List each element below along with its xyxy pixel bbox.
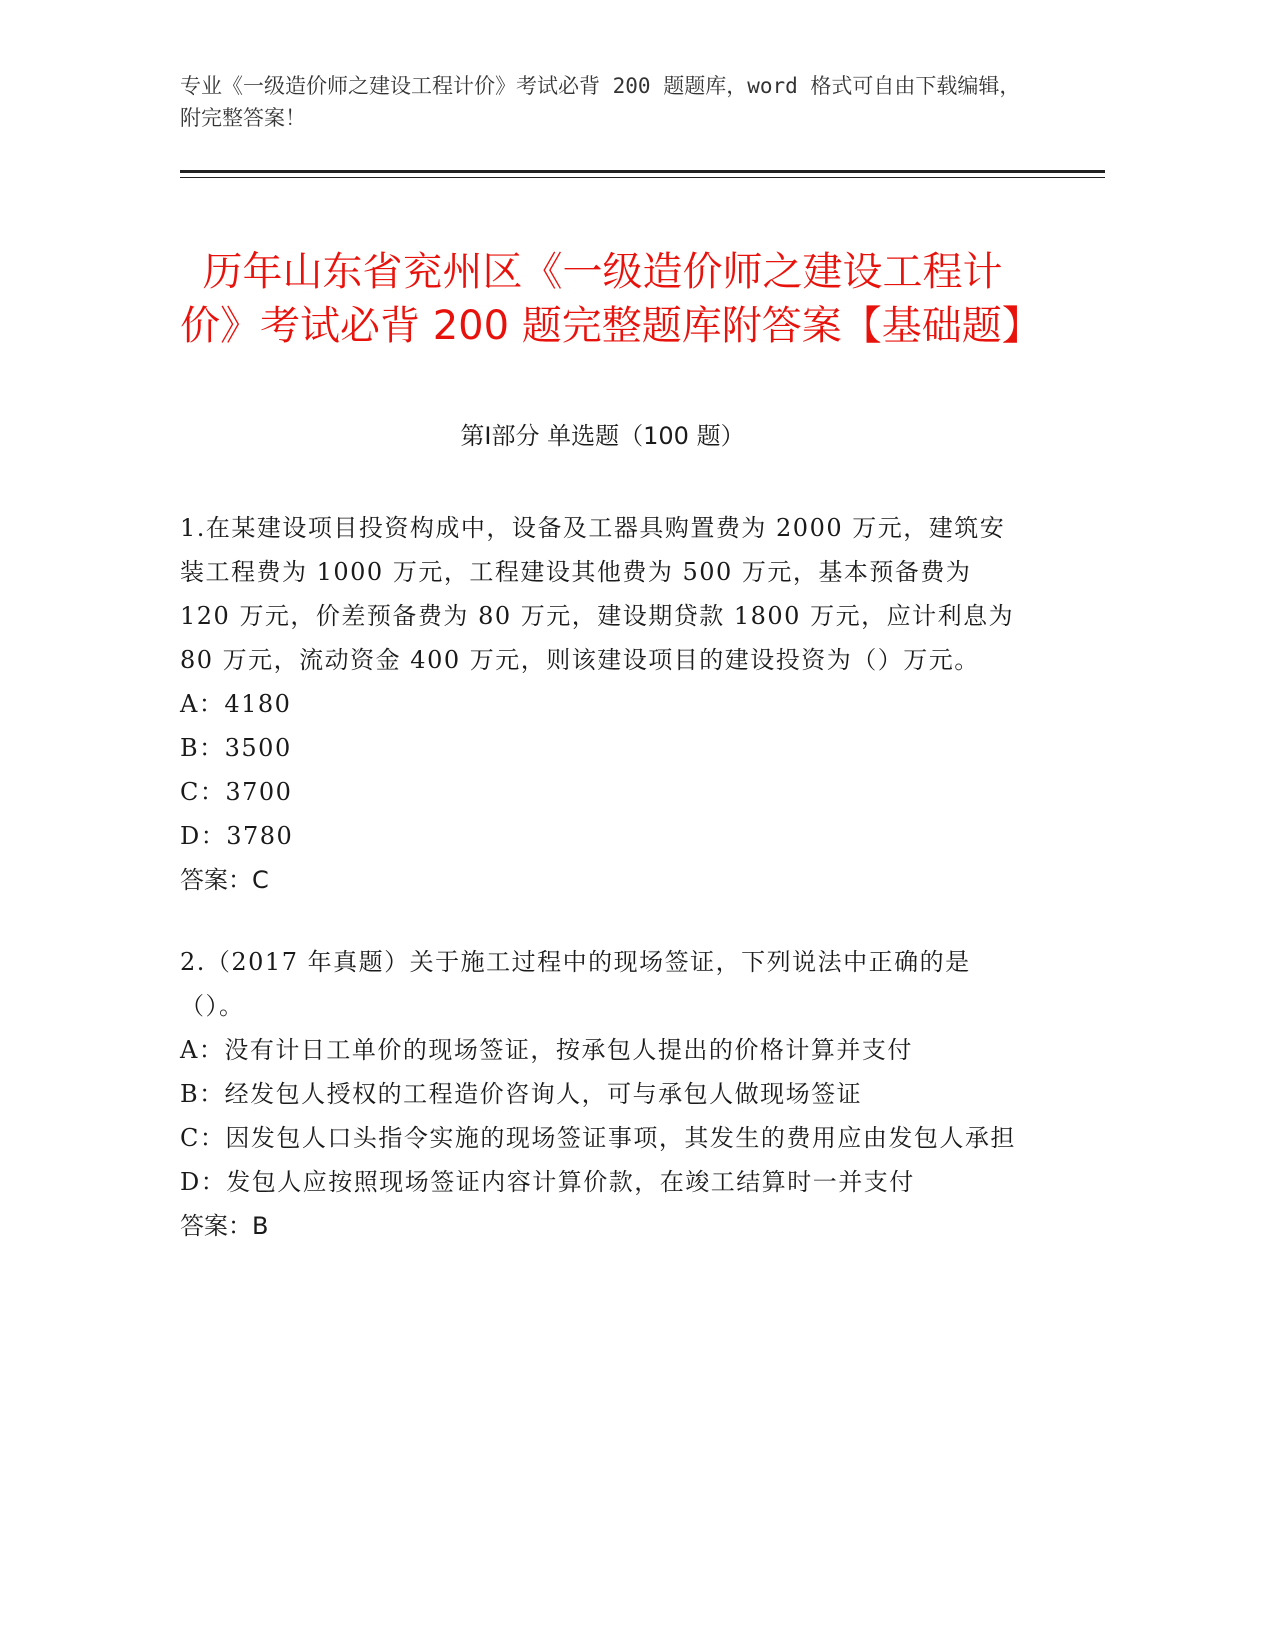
header-note: 专业《一级造价师之建设工程计价》考试必背 200 题题库，word 格式可自由下载编辑，附完整答案！ bbox=[180, 74, 1021, 130]
document-title: 历年山东省兖州区《一级造价师之建设工程计价》考试必背 200 题完整题库附答案【基础题】 bbox=[180, 248, 1042, 349]
answer-line: 答案：C bbox=[180, 866, 269, 894]
question-1 bbox=[180, 506, 1030, 902]
option-d: D：3780 bbox=[180, 822, 294, 850]
option-a: A：4180 bbox=[180, 690, 292, 718]
question-2 bbox=[180, 940, 1030, 1248]
option-c: C：3700 bbox=[180, 778, 293, 806]
option-b: B：3500 bbox=[180, 734, 292, 762]
answer-line: 答案：B bbox=[180, 1212, 269, 1240]
option-a: A：没有计日工单价的现场签证，按承包人提出的价格计算并支付 bbox=[180, 1036, 913, 1064]
header-divider-thin bbox=[180, 177, 1105, 178]
option-c: C：因发包人口头指令实施的现场签证事项，其发生的费用应由发包人承担 bbox=[180, 1124, 1016, 1152]
question-stem: 2.（2017 年真题）关于施工过程中的现场签证，下列说法中正确的是（）。 bbox=[180, 948, 971, 1020]
header-divider-thick bbox=[180, 170, 1105, 173]
option-d: D：发包人应按照现场签证内容计算价款，在竣工结算时一并支付 bbox=[180, 1168, 915, 1196]
question-stem: 1.在某建设项目投资构成中，设备及工器具购置费为 2000 万元，建筑安装工程费为 1000 万元，工程建设其他费为 500 万元，基本预备费为 120 万元，价差预备费为 80 万元，建设期贷款 1800 万元，应计利息为 80 万元，流动资金 400 万元，则该建设项目的建设投资为（）万元。 bbox=[180, 514, 1015, 674]
option-b: B：经发包人授权的工程造价咨询人，可与承包人做现场签证 bbox=[180, 1080, 863, 1108]
section-heading: 第Ⅰ部分 单选题（100 题） bbox=[460, 422, 745, 450]
